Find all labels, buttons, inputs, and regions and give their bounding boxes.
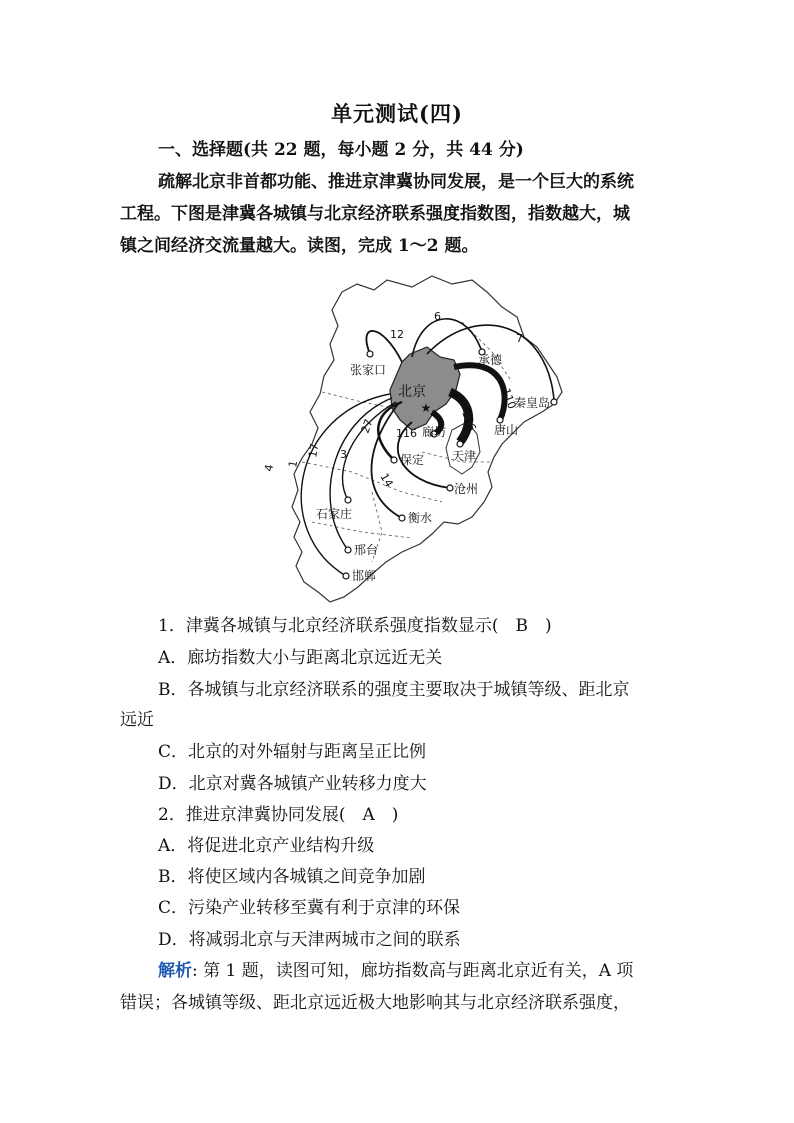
city-label-baoding: 保定 xyxy=(400,453,425,467)
city-label-tangshan: 唐山 xyxy=(494,423,519,437)
city-label-chengde: 承德 xyxy=(478,353,503,367)
q1-option-a: A．廊坊指数大小与距离北京远近无关 xyxy=(158,648,443,668)
q1-option-b-line1: B．各城镇与北京经济联系的强度主要取决于城镇等级、距北京 xyxy=(158,680,630,700)
city-label-cangzhou: 沧州 xyxy=(454,482,479,496)
city-label-hengshui: 衡水 xyxy=(408,511,433,525)
intro-line-2: 工程。下图是津冀各城镇与北京经济联系强度指数图，指数越大，城 xyxy=(120,204,630,224)
index-qinhuangdao: 7 xyxy=(516,332,523,345)
city-marker-xingtai xyxy=(345,547,351,553)
q1-option-d: D．北京对冀各城镇产业转移力度大 xyxy=(158,774,427,794)
q1-stem: 1．津冀各城镇与北京经济联系强度指数显示( B ) xyxy=(158,616,552,636)
intro-line-1: 疏解北京非首都功能、推进京津冀协同发展，是一个巨大的系统 xyxy=(158,172,634,192)
city-marker-hengshui xyxy=(399,515,405,521)
section-heading: 一、选择题(共 22 题，每小题 2 分，共 44 分) xyxy=(158,140,524,160)
index-hengshui: 17 xyxy=(306,442,322,459)
city-label-tianjin: 天津 xyxy=(452,449,477,463)
intro-line-3: 镇之间经济交流量越大。读图，完成 1～2 题。 xyxy=(120,236,479,256)
city-marker-zhangjiakou xyxy=(367,351,373,357)
index-zhangjiakou: 12 xyxy=(390,328,404,341)
city-label-qinhuangdao: 秦皇岛 xyxy=(514,396,551,410)
city-marker-handan xyxy=(343,573,349,579)
analysis-line-2: 错误；各城镇等级、距北京远近极大地影响其与北京经济联系强度， xyxy=(120,993,630,1013)
index-tangshan: 110 xyxy=(499,386,519,411)
economic-link-map xyxy=(262,262,572,607)
index-baoding: 27 xyxy=(358,417,376,436)
q2-option-a: A．将促进北京产业结构升级 xyxy=(158,836,375,856)
city-label-langfang: 廊坊 xyxy=(422,425,447,439)
q1-option-c: C．北京的对外辐射与距离呈正比例 xyxy=(158,742,427,762)
q2-option-d: D．将减弱北京与天津两城市之间的联系 xyxy=(158,930,461,950)
index-xingtai: 1 xyxy=(286,459,301,469)
q2-stem: 2．推进京津冀协同发展( A ) xyxy=(158,805,399,825)
analysis-text-1: : 第 1 题，读图可知，廊坊指数高与距离北京近有关，A 项 xyxy=(192,961,634,981)
index-langfang: 116 xyxy=(396,427,417,440)
capital-star-icon: ★ xyxy=(420,401,432,415)
page-title: 单元测试(四) xyxy=(331,101,463,126)
index-handan: 4 xyxy=(262,463,277,473)
index-chengde: 6 xyxy=(434,310,441,323)
beijing-label: 北京 xyxy=(398,384,426,400)
analysis-label: 解析 xyxy=(158,961,192,981)
city-marker-baoding xyxy=(391,457,397,463)
city-label-xingtai: 邢台 xyxy=(354,543,379,557)
q2-option-b: B．将使区域内各城镇之间竞争加剧 xyxy=(158,867,426,887)
city-marker-cangzhou xyxy=(447,485,453,491)
q2-option-c: C．污染产业转移至冀有利于京津的环保 xyxy=(158,898,461,918)
city-label-shijiazhuang: 石家庄 xyxy=(316,507,353,521)
index-tianjin: 136 xyxy=(459,408,479,433)
city-marker-shijiazhuang xyxy=(345,497,351,503)
index-shijiazhuang: 3 xyxy=(340,448,347,461)
city-label-handan: 邯郸 xyxy=(352,569,377,583)
analysis-line-1 xyxy=(158,959,633,983)
city-label-zhangjiakou: 张家口 xyxy=(350,363,387,377)
city-marker-tianjin xyxy=(457,441,463,447)
city-marker-qinhuangdao xyxy=(551,399,557,405)
index-cangzhou: 14 xyxy=(377,471,396,490)
q1-option-b-line2: 远近 xyxy=(120,710,154,730)
region-outline xyxy=(292,276,562,602)
